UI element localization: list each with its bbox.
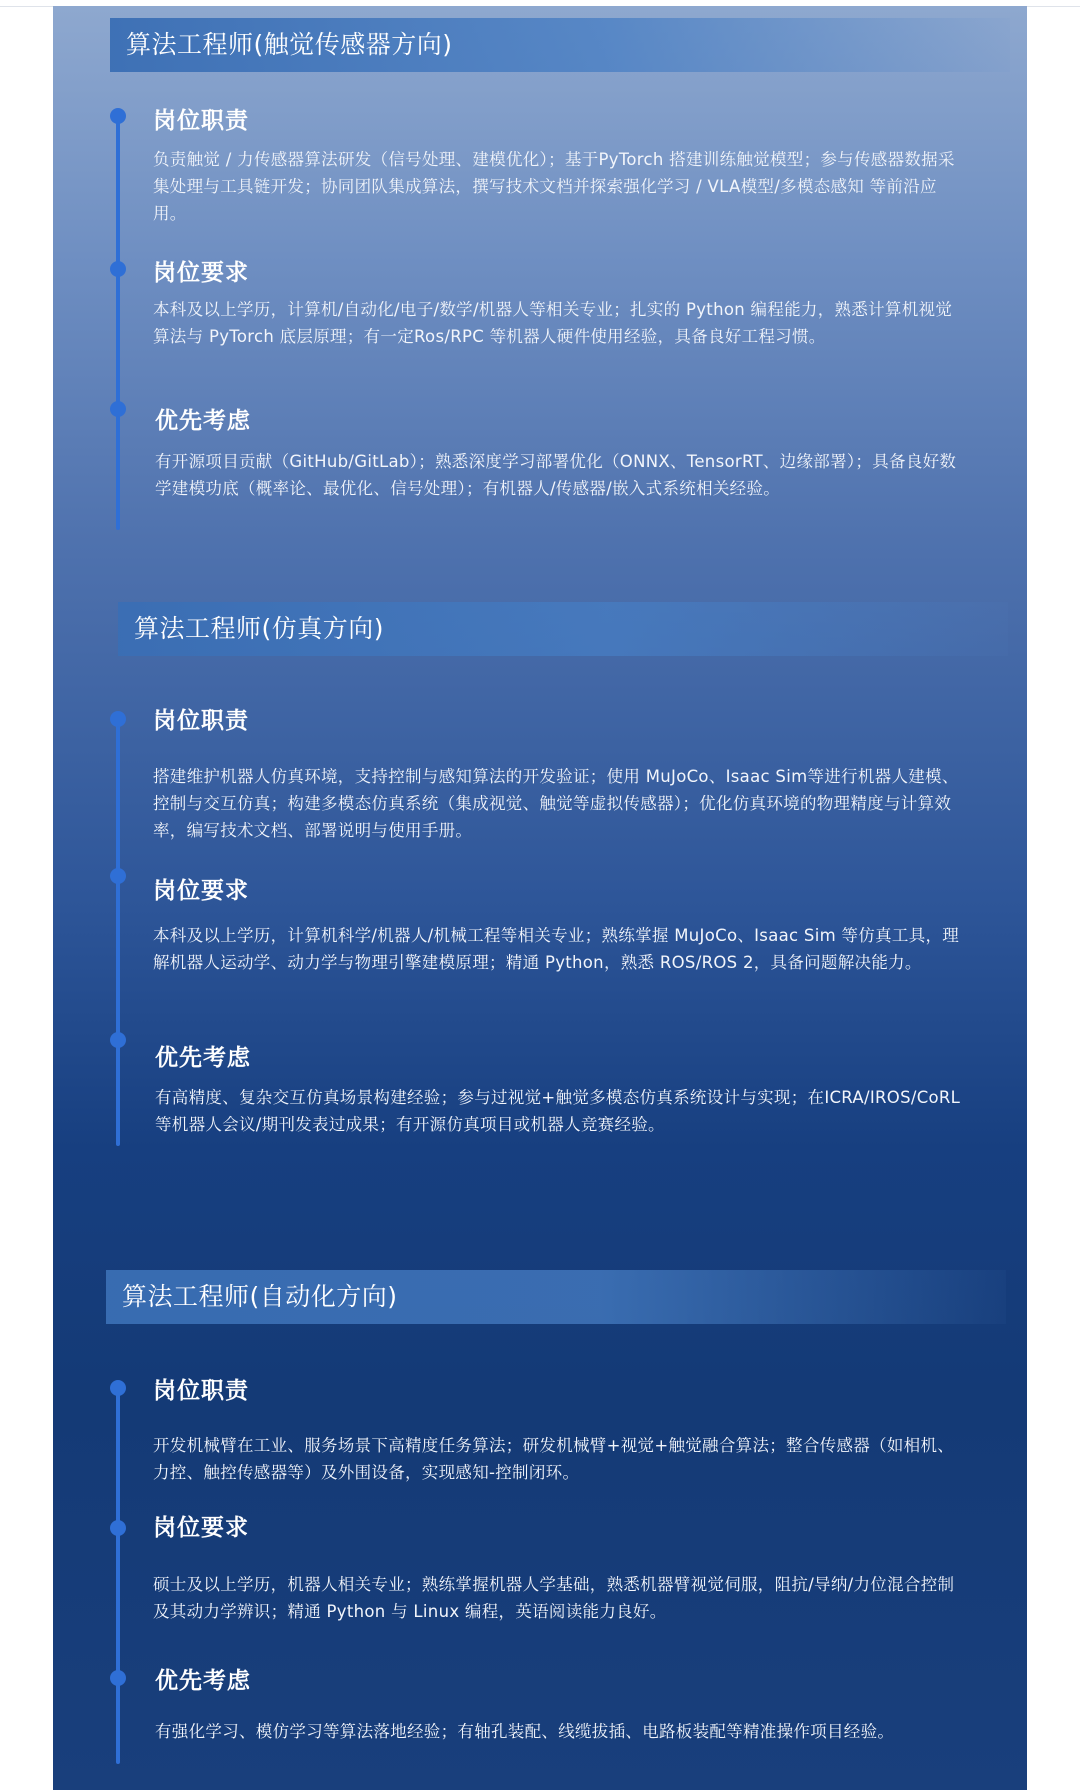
timeline-dot	[110, 711, 126, 727]
requirements-text: 本科及以上学历，计算机/自动化/电子/数学/机器人等相关专业；扎实的 Python 编程能力，熟悉计算机视觉算法与 PyTorch 底层原理；有一定Ros/RPC 等机器人硬件使用经验，具备良好工程习惯。	[153, 300, 953, 346]
responsibilities-text: 搭建维护机器人仿真环境，支持控制与感知算法的开发验证；使用 MuJoCo、Isaac Sim等进行机器人建模、控制与交互仿真；构建多模态仿真系统（集成视觉、触觉等虚拟传感器）；优化仿真环境的物理精度与计算效率，编写技术文档、部署说明与使用手册。	[153, 767, 959, 840]
heading-preferred: 优先考虑	[155, 1668, 251, 1694]
heading-requirements: 岗位要求	[153, 1515, 249, 1541]
timeline-dot	[110, 1380, 126, 1396]
timeline-dot	[110, 1520, 126, 1536]
timeline-dot	[110, 1670, 126, 1686]
timeline-dot	[110, 401, 126, 417]
section-title-tactile-sensor: 算法工程师(触觉传感器方向)	[110, 18, 1010, 72]
timeline-line	[116, 1386, 120, 1764]
timeline-line	[116, 718, 120, 1146]
timeline-dot	[110, 868, 126, 884]
requirements-text: 硕士及以上学历，机器人相关专业；熟练掌握机器人学基础，熟悉机器臂视觉伺服，阻抗/导纳/力位混合控制及其动力学辨识；精通 Python 与 Linux 编程，英语阅读能力良好。	[153, 1575, 955, 1621]
timeline-dot	[110, 108, 126, 124]
timeline-dot	[110, 1032, 126, 1048]
heading-responsibilities: 岗位职责	[153, 1378, 249, 1404]
timeline-dot	[110, 261, 126, 277]
heading-preferred: 优先考虑	[155, 408, 251, 434]
timeline-line	[116, 118, 120, 530]
heading-responsibilities: 岗位职责	[153, 108, 249, 134]
heading-requirements: 岗位要求	[153, 878, 249, 904]
responsibilities-text: 开发机械臂在工业、服务场景下高精度任务算法；研发机械臂+视觉+触觉融合算法；整合传感器（如相机、力控、触控传感器等）及外围设备，实现感知-控制闭环。	[153, 1436, 955, 1482]
preferred-text: 有开源项目贡献（GitHub/GitLab）；熟悉深度学习部署优化（ONNX、TensorRT、边缘部署）；具备良好数学建模功底（概率论、最优化、信号处理）；有机器人/传感器/嵌入式系统相关经验。	[155, 452, 957, 498]
requirements-text: 本科及以上学历，计算机科学/机器人/机械工程等相关专业；熟练掌握 MuJoCo、Isaac Sim 等仿真工具，理解机器人运动学、动力学与物理引擎建模原理；精通 Python，熟悉 ROS/ROS 2，具备问题解决能力。	[153, 926, 960, 972]
preferred-text: 有高精度、复杂交互仿真场景构建经验；参与过视觉+触觉多模态仿真系统设计与实现；在ICRA/IROS/CoRL等机器人会议/期刊发表过成果；有开源仿真项目或机器人竞赛经验。	[155, 1088, 961, 1134]
responsibilities-text: 负责触觉 / 力传感器算法研发（信号处理、建模优化）；基于PyTorch 搭建训练触觉模型；参与传感器数据采集处理与工具链开发；协同团队集成算法，撰写技术文档并探索强化学习 / VLA模型/多模态感知 等前沿应用。	[153, 150, 955, 223]
heading-requirements: 岗位要求	[153, 260, 249, 286]
section-title-automation: 算法工程师(自动化方向)	[106, 1270, 1006, 1324]
heading-preferred: 优先考虑	[155, 1045, 251, 1071]
job-listing-panel	[53, 6, 1027, 1790]
section-title-simulation: 算法工程师(仿真方向)	[118, 602, 1008, 656]
heading-responsibilities: 岗位职责	[153, 708, 249, 734]
preferred-text: 有强化学习、模仿学习等算法落地经验；有轴孔装配、线缆拔插、电路板装配等精准操作项目经验。	[155, 1722, 895, 1741]
